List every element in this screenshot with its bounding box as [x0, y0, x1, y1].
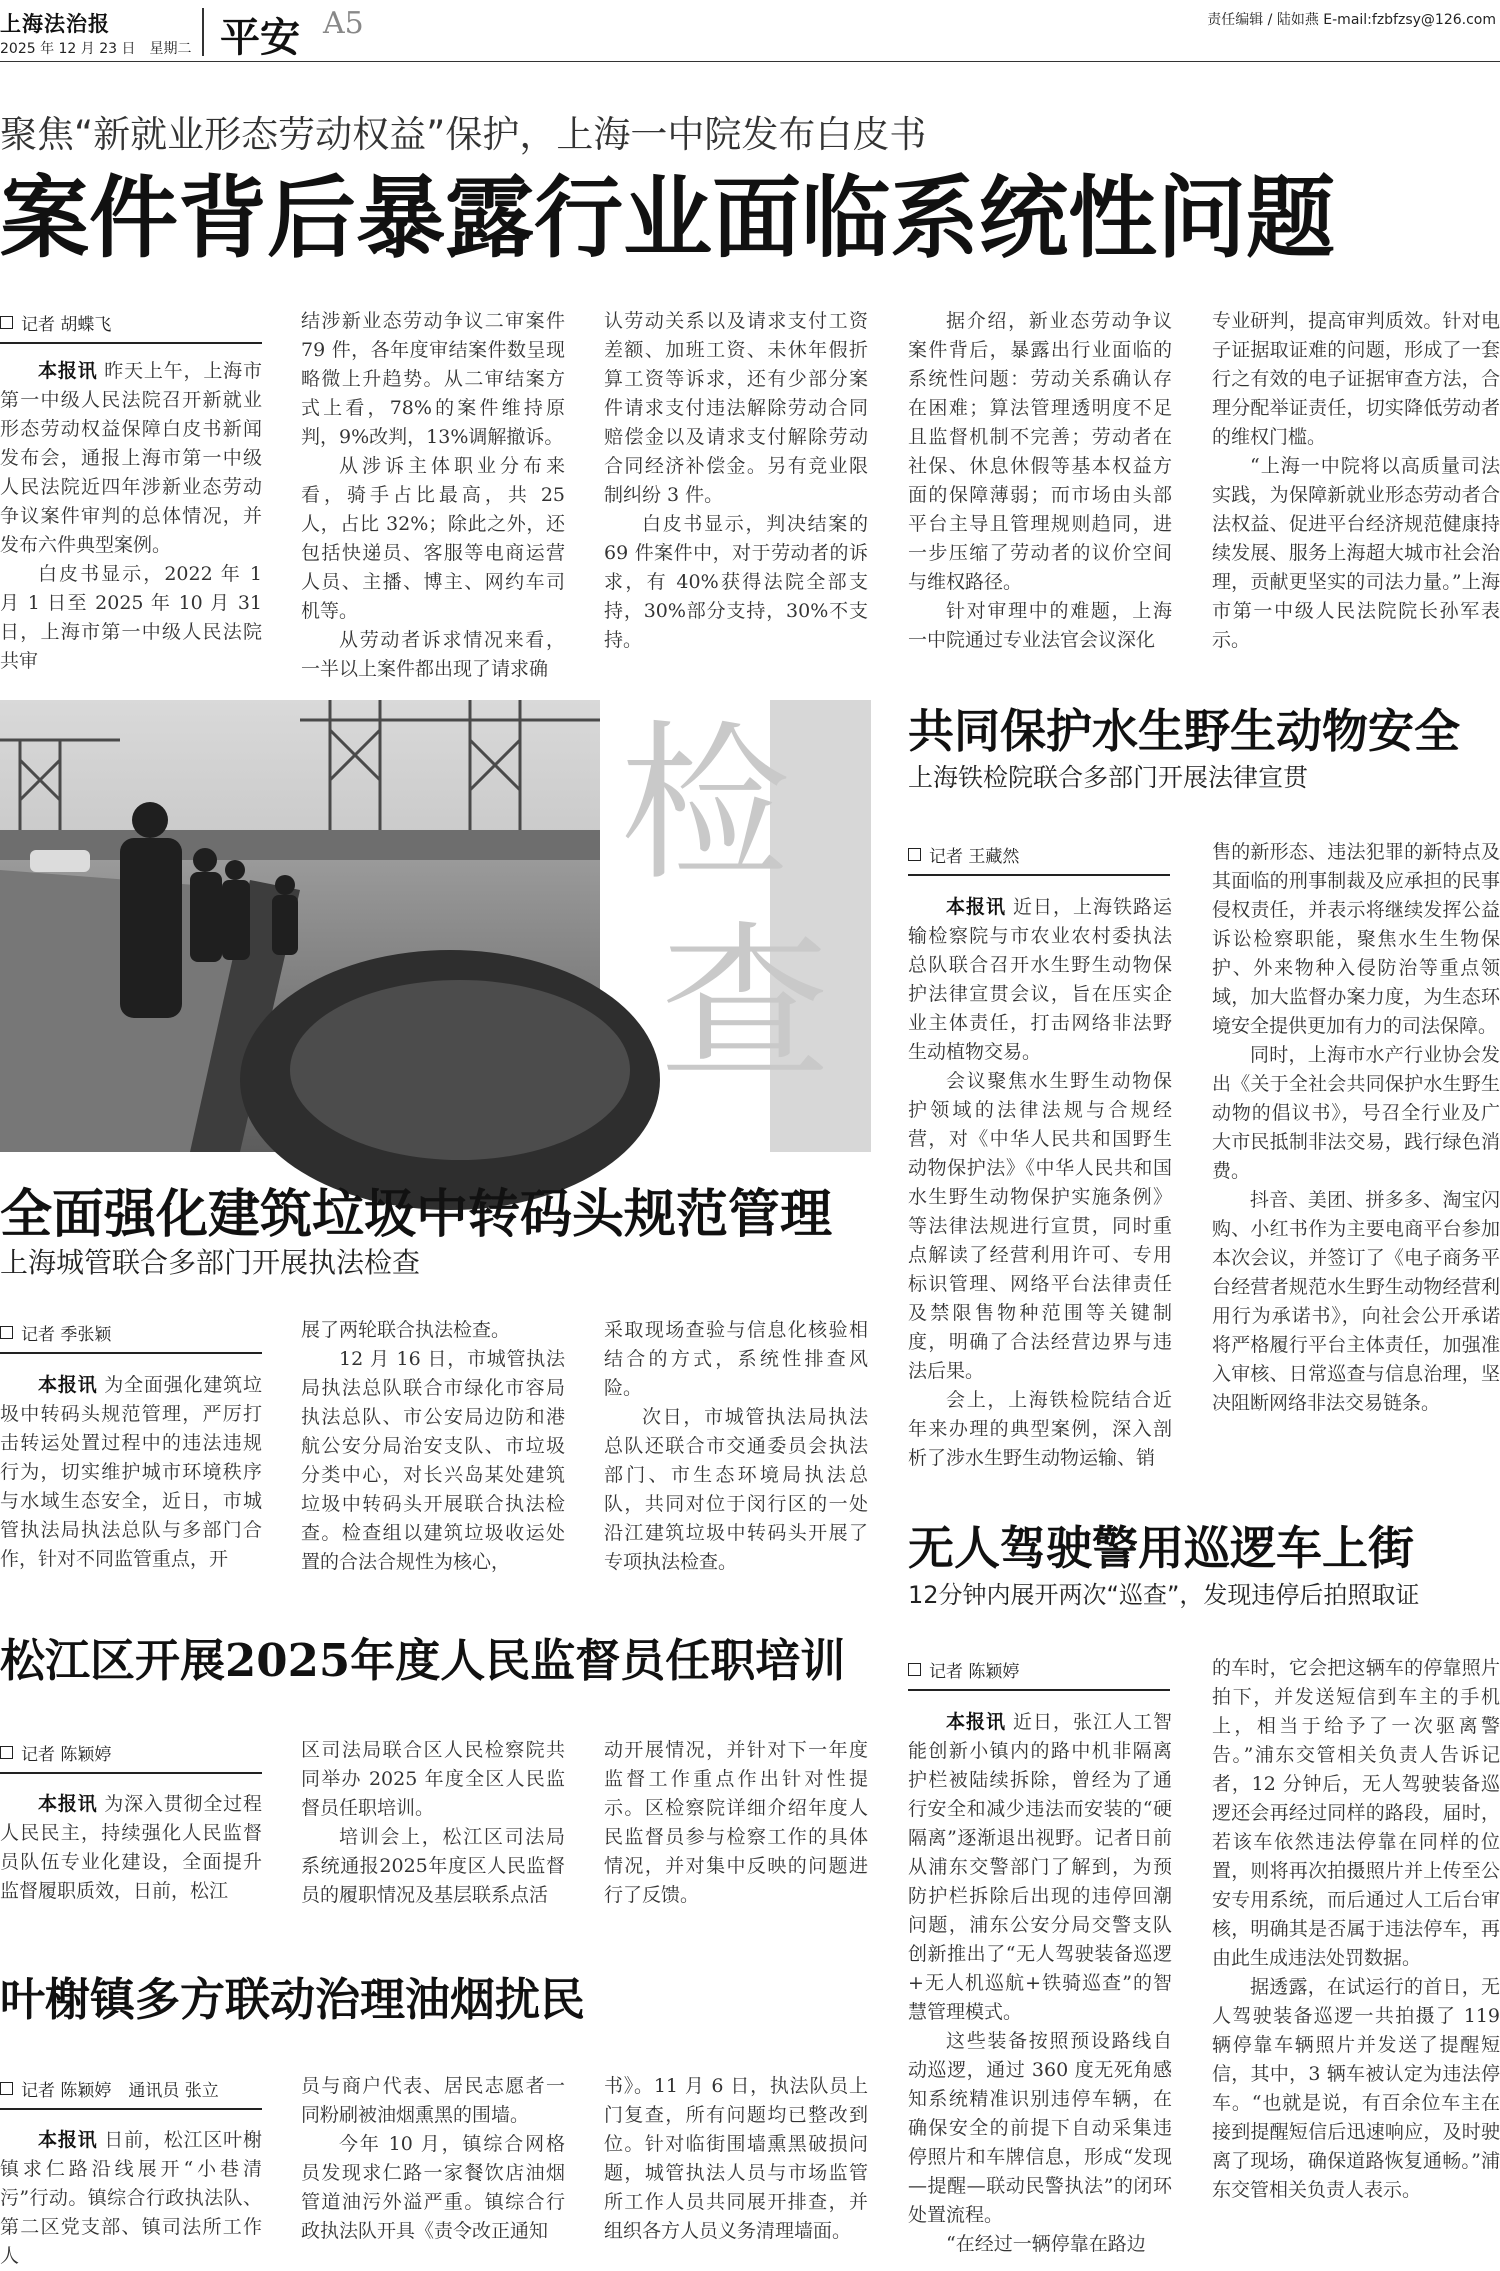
story3-col1-p1: 近日，上海铁路运输检察院与市农业农村委执法总队联合召开水生野生动物保护法律宣贯会议，旨在压实企业主体责任，打击网络非法野生动植物交易。	[908, 896, 1172, 1063]
story6-col2-p2: 据透露，在试运行的首日，无人驾驶装备巡逻一共拍摄了 119 辆停靠车辆照片并发送了提醒短信，其中，3 辆车被认定为违法停车。“也就是说，有百余位车主在接到提醒短信后迅速响应，及时驶离了现场，确保道路恢复通畅。”浦东交管相关负责人表示。	[1212, 1976, 1500, 2201]
story4-col3	[604, 1736, 868, 1911]
story5-headline: 叶榭镇多方联动治理油烟扰民	[0, 1973, 586, 2026]
story1-col4-p2: 针对审理中的难题，上海一中院通过专业法官会议深化	[908, 600, 1172, 651]
story5-col2	[301, 2072, 565, 2253]
story1-col5-p1: 专业研判，提高审判质效。针对电子证据取证难的问题，形成了一套行之有效的电子证据审查方法，合理分配举证责任，切实降低劳动者的维权门槛。	[1212, 310, 1500, 448]
decor-char-2: 查	[660, 906, 831, 1104]
story5-col2-p1: 员与商户代表、居民志愿者一同粉刷被油烟熏黑的围墙。	[301, 2075, 565, 2126]
decor-char-1: 检	[620, 706, 791, 904]
story2-byline-text: 记者 季张颖	[21, 1325, 112, 1345]
story1-col1-p1: 昨天上午，上海市第一中级人民法院召开新就业形态劳动权益保障白皮书新闻发布会，通报上海市第一中级人民法院近四年涉新业态劳动争议案件审判的总体情况，并发布六件典型案例。	[0, 360, 262, 556]
story5-byline-text: 记者 陈颖婷 通讯员 张立	[21, 2081, 219, 2101]
news-photo	[0, 700, 600, 1152]
story3-col2	[1212, 838, 1500, 1458]
story5-col3	[604, 2072, 868, 2253]
story5-col2-p2: 今年 10 月，镇综合网格员发现求仁路一家餐饮店油烟管道油污外溢严重。镇综合行政执法队开具《责令改正通知	[301, 2133, 565, 2242]
story5-col3-p1: 书》。11 月 6 日，执法队员上门复查，所有问题均已整改到位。针对临街围墙熏黑破损问题，城管执法人员与市场监管所工作人员共同展开排查，并组织各方人员义务清理墙面。	[604, 2075, 868, 2242]
story3-lead: 本报讯	[946, 896, 1006, 918]
masthead-divider	[202, 8, 204, 56]
story2-col3-p1: 采取现场查验与信息化核验相结合的方式，系统性排查风险。	[604, 1319, 868, 1399]
story3-subhead: 上海铁检院联合多部门开展法律宣贯	[908, 763, 1309, 792]
story5-col1	[0, 2126, 262, 2267]
story1-col1-p2: 白皮书显示，2022 年 1 月 1 日至 2025 年 10 月 31 日，上海市第一中级人民法院共审	[0, 563, 262, 672]
story5-lead: 本报讯	[38, 2129, 98, 2151]
story1-col2-p2: 从涉诉主体职业分布来看，骑手占比最高，共 25 人，占比 32%；除此之外，还包括快递员、客服等电商运营人员、主播、博主、网约车司机等。	[301, 455, 565, 622]
section-name: 平安	[220, 14, 300, 61]
story2-col3-p2: 次日，市城管执法局执法总队还联合市交通委员会执法部门、市生态环境局执法总队，共同对位于闵行区的一处沿江建筑垃圾中转码头开展了专项执法检查。	[604, 1406, 868, 1573]
story4-byline-text: 记者 陈颖婷	[21, 1745, 112, 1765]
story1-col4-p1: 据介绍，新业态劳动争议案件背后，暴露出行业面临的系统性问题：劳动关系确认存在困难；算法管理透明度不足且监督机制不完善；劳动者在社保、休息休假等基本权益方面的保障薄弱；而市场由头部平台主导且管理规则趋同，进一步压缩了劳动者的议价空间与维权路径。	[908, 310, 1172, 593]
story4-byline	[0, 1740, 262, 1774]
story2-subhead: 上海城管联合多部门开展执法检查	[0, 1246, 421, 1279]
story3-col2-p1: 售的新形态、违法犯罪的新特点及其面临的刑事制裁及应承担的民事侵权责任，并表示将继续发挥公益诉讼检察职能，聚焦水生生物保护、外来物种入侵防治等重点领域，加大监督办案力度，为生态环境安全提供更加有力的司法保障。	[1212, 841, 1500, 1037]
story1-byline-text: 记者 胡蝶飞	[21, 315, 112, 335]
story3-byline	[908, 842, 1170, 876]
story1-col5-p2: “上海一中院将以高质量司法实践，为保障新就业形态劳动者合法权益、促进平台经济规范健康持续发展、服务上海超大城市社会治理，贡献更坚实的司法力量。”上海市第一中级人民法院院长孙军表示。	[1212, 455, 1500, 651]
dock-inspection-photo	[0, 700, 600, 1152]
story1-col2-p3: 从劳动者诉求情况来看，一半以上案件都出现了请求确	[301, 629, 565, 680]
story6-col1-p3: “在经过一辆停靠在路边	[946, 2233, 1146, 2255]
story3-col2-p3: 抖音、美团、拼多多、淘宝闪购、小红书作为主要电商平台参加本次会议，并签订了《电子商务平台经营者规范水生野生动物经营利用行为承诺书》，向社会公开承诺将严格履行平台主体责任，加强准入审核、日常巡查与信息治理，坚决阻断网络非法交易链条。	[1212, 1189, 1500, 1414]
story2-col2-p1: 展了两轮联合执法检查。	[301, 1319, 511, 1341]
story4-headline: 松江区开展2025年度人民监督员任职培训	[0, 1634, 846, 1687]
story4-col2	[301, 1736, 565, 1911]
byline-box-icon	[908, 1663, 921, 1676]
editor-info: 责任编辑 / 陆如燕 E-mail:fzbfzsy@126.com	[1207, 12, 1496, 28]
story3-byline-text: 记者 王藏然	[929, 847, 1020, 867]
story3-col1-p2: 会议聚焦水生野生动物保护领域的法律法规与合规经营，对《中华人民共和国野生动物保护法》《中华人民共和国水生野生动物保护实施条例》等法律法规进行宣贯，同时重点解读了经营利用许可、专用标识管理、网络平台法律责任及禁限售物种范围等关键制度，明确了合法经营边界与违法后果。	[908, 1070, 1172, 1382]
story1-col2-p1: 结涉新业态劳动争议二审案件 79 件，各年度审结案件数呈现略微上升趋势。从二审结案方式上看，78%的案件维持原判，9%改判，13%调解撤诉。	[301, 310, 565, 448]
issue-date: 2025 年 12 月 23 日 星期二	[0, 41, 192, 57]
story4-lead: 本报讯	[38, 1793, 98, 1815]
story3-col2-p2: 同时，上海市水产行业协会发出《关于全社会共同保护水生野生动物的倡议书》，号召全行业及广大市民抵制非法交易，践行绿色消费。	[1212, 1044, 1500, 1182]
story3-headline: 共同保护水生野生动物安全	[908, 704, 1460, 758]
byline-box-icon	[0, 1746, 13, 1759]
masthead	[0, 0, 1500, 62]
story6-lead: 本报讯	[946, 1711, 1006, 1733]
story6-byline	[908, 1657, 1170, 1691]
story1-col5	[1212, 307, 1500, 651]
story1-col1	[0, 357, 262, 672]
story4-col1-p1: 为深入贯彻全过程人民民主，持续强化人民监督员队伍专业化建设，全面提升监督履职质效，日前，松江	[0, 1793, 262, 1902]
byline-box-icon	[0, 2082, 13, 2095]
story6-col1	[908, 1708, 1172, 2253]
story5-col1-p1: 日前，松江区叶榭镇求仁路沿线展开“小巷清污”行动。镇综合行政执法队、第二区党支部、镇司法所工作人	[0, 2129, 262, 2267]
byline-box-icon	[0, 1326, 13, 1339]
story1-kicker: 聚焦“新就业形态劳动权益”保护，上海一中院发布白皮书	[0, 113, 927, 156]
story1-col3	[604, 307, 868, 651]
story4-col2-p2: 培训会上，松江区司法局系统通报2025年度区人民监督员的履职情况及基层联系点活	[301, 1826, 565, 1906]
decor-panel	[600, 700, 871, 1152]
story2-col2-p2: 12 月 16 日，市城管执法局执法总队联合市绿化市容局执法总队、市公安局边防和港航公安分局治安支队、市垃圾分类中心，对长兴岛某处建筑垃圾中转码头开展联合执法检查。检查组以建筑垃圾收运处置的合法合规性为核心，	[301, 1348, 565, 1573]
story2-col1	[0, 1371, 262, 1576]
story6-col2	[1212, 1654, 1500, 2253]
story6-subhead: 12分钟内展开两次“巡查”，发现违停后拍照取证	[908, 1581, 1420, 1609]
story6-col2-p1: 的车时，它会把这辆车的停靠照片拍下，并发送短信到车主的手机上，相当于给予了一次驱离警告。”浦东交管相关负责人告诉记者，12 分钟后，无人驾驶装备巡逻还会再经过同样的路段，届时，若该车依然违法停靠在同样的位置，则将再次拍摄照片并上传至公安专用系统，而后通过人工后台审核，明确其是否属于违法停车，再由此生成违法处罚数据。	[1212, 1657, 1500, 1969]
story1-headline: 案件背后暴露行业面临系统性问题	[0, 165, 1335, 270]
story3-col1	[908, 893, 1172, 1469]
story1-col3-p1: 认劳动关系以及请求支付工资差额、加班工资、未休年假折算工资等诉求，还有少部分案件请求支付违法解除劳动合同赔偿金以及请求支付解除劳动合同经济补偿金。另有竞业限制纠纷 3 件。	[604, 310, 868, 506]
story4-col3-p1: 动开展情况，并针对下一年度监督工作重点作出针对性提示。区检察院详细介绍年度人民监督员参与检察工作的具体情况，并对集中反映的问题进行了反馈。	[604, 1739, 868, 1906]
story3-col1-p3: 会上，上海铁检院结合近年来办理的典型案例，深入剖析了涉水生野生动物运输、销	[908, 1389, 1172, 1469]
story1-col4	[908, 307, 1172, 651]
story4-col1	[0, 1790, 262, 1910]
page-number: A5	[323, 6, 364, 41]
byline-box-icon	[0, 316, 13, 329]
story6-col1-p2: 这些装备按照预设路线自动巡逻，通过 360 度无死角感知系统精准识别违停车辆，在确保安全的前提下自动采集违停照片和车牌信息，形成“发现—提醒—联动民警执法”的闭环处置流程。	[908, 2030, 1172, 2226]
story6-byline-text: 记者 陈颖婷	[929, 1662, 1020, 1682]
story2-headline: 全面强化建筑垃圾中转码头规范管理	[0, 1184, 833, 1245]
story2-byline	[0, 1320, 262, 1354]
story1-col2	[301, 307, 565, 680]
story6-headline: 无人驾驶警用巡逻车上街	[908, 1521, 1414, 1575]
story5-byline	[0, 2076, 262, 2110]
story2-lead: 本报讯	[38, 1374, 98, 1396]
byline-box-icon	[908, 848, 921, 861]
story6-col1-p1: 近日，张江人工智能创新小镇内的路中机非隔离护栏被陆续拆除，曾经为了通行安全和减少违法而安装的“硬隔离”逐渐退出视野。记者日前从浦东交警部门了解到，为预防护栏拆除后出现的违停回潮问题，浦东公安分局交警支队创新推出了“无人驾驶装备巡逻+无人机巡航+铁骑巡查”的智慧管理模式。	[908, 1711, 1172, 2023]
story4-col2-p1: 区司法局联合区人民检察院共同举办 2025 年度全区人民监督员任职培训。	[301, 1739, 565, 1819]
story1-lead: 本报讯	[38, 360, 98, 382]
story1-byline	[0, 310, 262, 344]
story2-col2	[301, 1316, 565, 1576]
story2-col3	[604, 1316, 868, 1576]
story1-col3-p2: 白皮书显示，判决结案的 69 件案件中，对于劳动者的诉求，有 40%获得法院全部支持，30%部分支持，30%不支持。	[604, 513, 868, 651]
paper-logo: 上海法治报	[0, 11, 110, 36]
story2-col1-p1: 为全面强化建筑垃圾中转码头规范管理，严厉打击转运处置过程中的违法违规行为，切实维护城市环境秩序与水域生态安全，近日，市城管执法局执法总队与多部门合作，针对不同监管重点，开	[0, 1374, 262, 1570]
